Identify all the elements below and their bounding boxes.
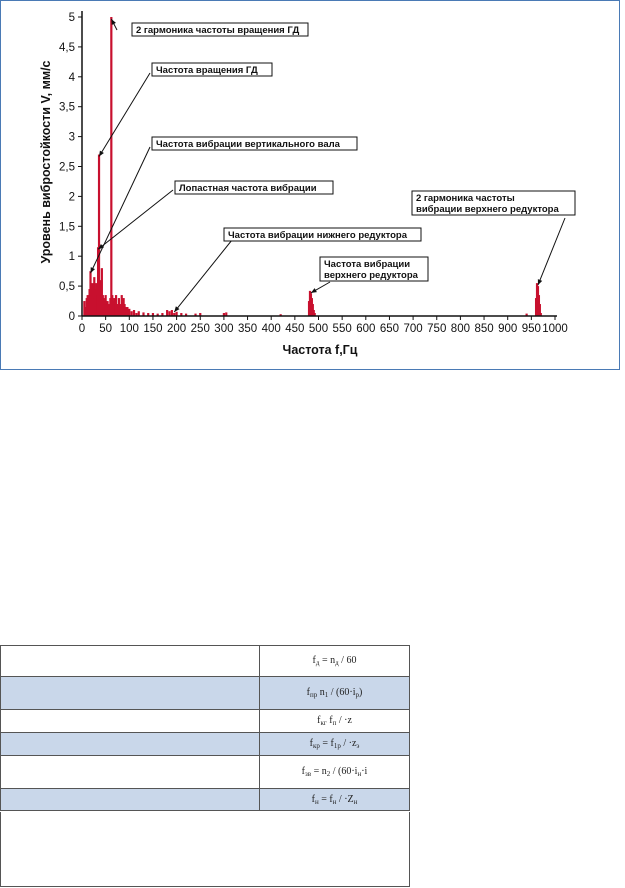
formula-denominator: ·z bbox=[348, 738, 357, 749]
y-tick-label: 1 bbox=[68, 251, 75, 264]
annotation-label: 2 гармоника частоты вращения ГД bbox=[136, 25, 300, 36]
x-tick-label: 50 bbox=[99, 323, 113, 335]
formula-row bbox=[1, 733, 410, 756]
formula-numerator: f bbox=[329, 715, 333, 726]
formula-subscript: н bbox=[353, 797, 358, 806]
x-tick-label: 650 bbox=[379, 323, 400, 335]
spectrum-bar bbox=[133, 310, 135, 316]
formula-subscript: кг bbox=[320, 719, 327, 727]
table-footer-cell bbox=[0, 812, 410, 887]
x-tick-label: 250 bbox=[190, 323, 210, 335]
x-tick-label: 550 bbox=[332, 323, 352, 335]
formula-cell bbox=[260, 710, 410, 733]
formula-cell bbox=[260, 646, 410, 677]
formula-description-cell bbox=[1, 789, 260, 811]
vibration-spectrum-chart bbox=[0, 0, 620, 370]
formula-subscript: д bbox=[335, 659, 339, 667]
formula-equals: = bbox=[318, 793, 330, 805]
x-tick-label: 350 bbox=[237, 323, 258, 335]
formula-divider: / bbox=[328, 687, 337, 698]
spectrum-bar bbox=[110, 17, 112, 316]
annotation-label: Частота вращения ГД bbox=[156, 65, 258, 76]
formula-subscript: пр bbox=[310, 691, 318, 699]
formula-description-cell bbox=[1, 756, 260, 789]
formula-denominator-end: ) bbox=[358, 687, 363, 698]
annotation-callout bbox=[311, 257, 428, 293]
leader-line bbox=[98, 190, 173, 249]
leader-line bbox=[538, 218, 565, 285]
x-tick-label: 150 bbox=[143, 323, 163, 335]
bars-layer bbox=[83, 17, 542, 316]
formula-subscript: н bbox=[314, 797, 319, 806]
annotation-callout bbox=[111, 19, 308, 36]
y-tick-label: 3,5 bbox=[59, 101, 75, 114]
formula-denominator-end: ·i bbox=[361, 766, 368, 777]
annotation-callout bbox=[412, 191, 575, 285]
x-tick-label: 750 bbox=[427, 323, 447, 335]
annotations-layer bbox=[91, 19, 575, 312]
formula-cell bbox=[260, 733, 410, 756]
formula-denominator: ·Z bbox=[344, 793, 354, 805]
formula-subscript: н bbox=[357, 770, 362, 778]
formula-subscript: н bbox=[332, 797, 337, 806]
formula-cell bbox=[260, 789, 410, 811]
formula-cell bbox=[260, 677, 410, 710]
formula-denominator: (60·i bbox=[336, 687, 356, 698]
formula-subscript: э bbox=[356, 742, 360, 750]
formula-denominator: 60 bbox=[346, 655, 357, 666]
x-tick-label: 950 bbox=[521, 323, 541, 335]
formula-equals: = bbox=[319, 655, 331, 666]
x-tick-label: 300 bbox=[214, 323, 234, 335]
x-tick-label: 450 bbox=[285, 323, 305, 335]
formula-equals: = bbox=[311, 766, 322, 777]
annotation-label: вибрации верхнего редуктора bbox=[416, 204, 559, 215]
y-tick-label: 3 bbox=[68, 131, 75, 144]
spectrum-bar bbox=[128, 309, 130, 316]
leader-line bbox=[99, 73, 150, 157]
formula-numerator: f bbox=[330, 738, 334, 749]
formula-subscript: 2 bbox=[326, 770, 331, 778]
arrow-head-icon bbox=[99, 151, 104, 157]
formula-divider: / bbox=[330, 766, 339, 777]
x-tick-label: 900 bbox=[498, 323, 518, 335]
x-tick-label: 850 bbox=[474, 323, 494, 335]
spectrum-bar bbox=[166, 310, 168, 316]
y-tick-label: 5 bbox=[68, 12, 75, 24]
x-tick-label: 500 bbox=[308, 323, 329, 335]
annotation-label: 2 гармоника частоты bbox=[416, 193, 515, 204]
formula-row bbox=[1, 789, 410, 811]
formula-subscript: кр bbox=[312, 742, 320, 750]
formula-symbol: f bbox=[312, 655, 316, 666]
x-tick-label: 400 bbox=[261, 323, 281, 335]
y-tick-label: 4,5 bbox=[59, 41, 75, 54]
x-tick-label: 700 bbox=[403, 323, 423, 335]
formula-divider: / bbox=[340, 738, 349, 749]
formula-description-cell bbox=[1, 646, 260, 677]
formula-subscript: п bbox=[332, 719, 337, 727]
formula-table bbox=[0, 645, 410, 811]
formula-denominator: ·z bbox=[344, 715, 352, 726]
formula-symbol: f bbox=[311, 793, 315, 805]
annotation-label: Частота вибрации нижнего редуктора bbox=[228, 230, 408, 241]
x-tick-label: 100 bbox=[119, 323, 139, 335]
formula-numerator: n bbox=[321, 766, 327, 777]
x-tick-label: 1000 bbox=[542, 323, 568, 335]
formula-subscript: д bbox=[315, 659, 320, 667]
formula-denominator: (60·i bbox=[338, 766, 358, 777]
x-tick-label: 200 bbox=[167, 323, 187, 335]
formula-row bbox=[1, 756, 410, 789]
y-tick-label: 0,5 bbox=[59, 281, 75, 294]
formula-numerator: n bbox=[330, 655, 336, 666]
formula-description-cell bbox=[1, 710, 260, 733]
y-tick-label: 0 bbox=[68, 311, 75, 323]
formula-subscript: 1р bbox=[333, 742, 341, 750]
formula-subscript: 1 bbox=[324, 691, 329, 699]
annotation-label: верхнего редуктора bbox=[324, 270, 418, 281]
annotation-label: Лопастная частота вибрации bbox=[179, 183, 317, 194]
formula-symbol: f bbox=[317, 715, 321, 726]
leader-line bbox=[174, 240, 232, 312]
x-tick-label: 600 bbox=[356, 323, 376, 335]
formula-row bbox=[1, 710, 410, 733]
x-tick-label: 800 bbox=[450, 323, 470, 335]
annotation-label: Частота вибрации вертикального вала bbox=[156, 139, 340, 150]
formula-subscript: р bbox=[355, 691, 359, 699]
formula-row bbox=[1, 677, 410, 710]
y-tick-label: 2,5 bbox=[59, 161, 75, 174]
arrow-head-icon bbox=[538, 279, 542, 285]
formula-subscript: зв bbox=[305, 770, 312, 778]
formula-divider: / bbox=[338, 655, 347, 666]
formula-row bbox=[1, 646, 410, 677]
formula-symbol: f bbox=[309, 738, 313, 749]
y-tick-label: 1,5 bbox=[59, 221, 75, 234]
spectrum-bar bbox=[171, 310, 173, 316]
formula-divider: / bbox=[336, 715, 345, 726]
y-tick-label: 4 bbox=[68, 71, 75, 84]
formula-numerator: n bbox=[319, 687, 325, 698]
formula-description-cell bbox=[1, 677, 260, 710]
formula-symbol: f bbox=[306, 687, 310, 698]
x-tick-label: 0 bbox=[78, 323, 86, 335]
y-axis-title: Уровень вибростойкости V, мм/с bbox=[39, 60, 53, 264]
y-tick-label: 2 bbox=[68, 191, 75, 204]
formula-description-cell bbox=[1, 733, 260, 756]
formula-divider: / bbox=[336, 793, 345, 805]
annotation-callout bbox=[91, 137, 357, 273]
formula-cell bbox=[260, 756, 410, 789]
x-axis-title: Частота f,Гц bbox=[282, 343, 358, 357]
formula-symbol: f bbox=[301, 766, 306, 777]
formula-equals: = bbox=[319, 738, 331, 749]
axes-layer bbox=[59, 11, 568, 335]
formula-numerator: f bbox=[329, 793, 333, 805]
annotation-label: Частота вибрации bbox=[324, 259, 411, 270]
